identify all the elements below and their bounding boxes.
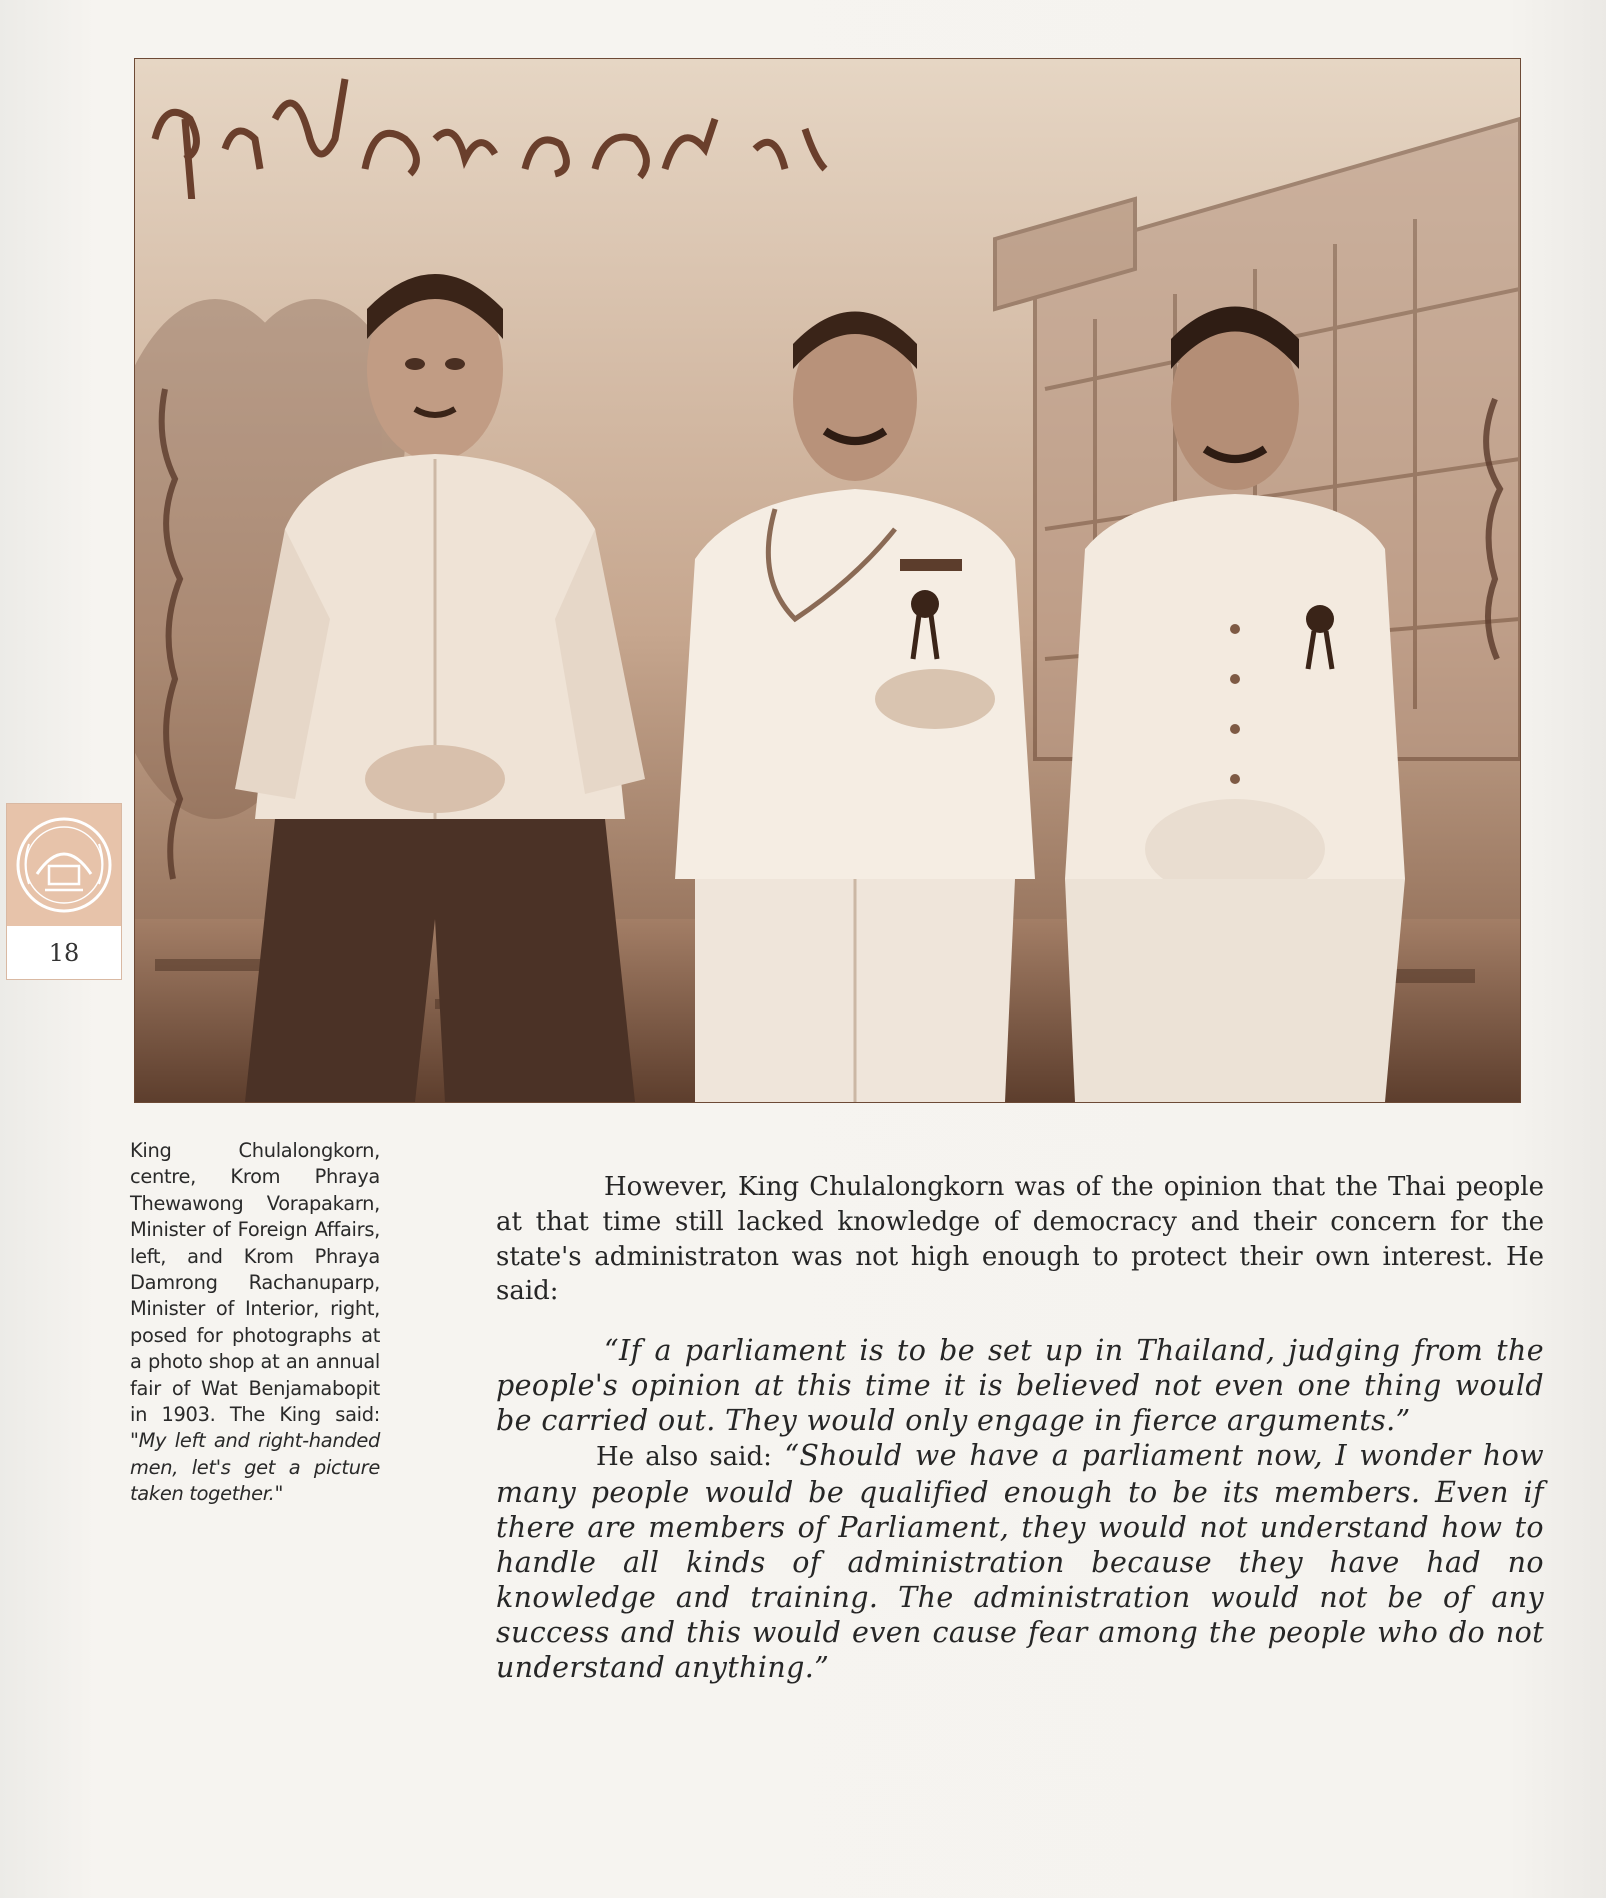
caption-text: King Chulalongkorn, centre, Krom Phraya Thewawong Vorapakarn, Minister of Foreign Affairs, left, and Krom Phraya Damrong Rachanuparp, Minister of Interior, right, posed for photographs at a photo shop at an annual fair of Wat Benjamabopit in 1903. The King said: [130,1139,380,1427]
historic-photograph [134,58,1521,1103]
quote-2: “Should we have a parliament now, I wonder how many people would be qualified enough to be its members. Even if there are members of Parliament, they would not understand how to handle all kinds of administration because they have had no knowledge and training. The administration would not be of any success and this would even cause fear among the people who do not understand anything.” [496,1439,1545,1685]
seal-box [7,804,121,926]
paragraph-2-lead: He also said: [596,1442,772,1473]
page-number: 18 [48,938,80,967]
caption-quote: "My left and right-handed men, let's get a picture taken together." [130,1429,380,1506]
paragraph-1: However, King Chulalongkorn was of the opinion that the Thai people at that time still lacked knowledge of democracy and their concern for the state's administraton was not high enough to protect their own interest. He said: [496,1172,1544,1307]
photo-caption [130,1138,380,1508]
paragraph-2 [496,1438,1544,1685]
page-tab [6,803,122,980]
thai-inscription [135,59,835,199]
royal-seal-icon [7,804,121,926]
quote-1: “If a parliament is to be set up in Thailand, judging from the people's opinion at this time it is believed not even one thing would be carried out. They would only engage in fierce arguments.” [496,1334,1544,1438]
body-text [496,1170,1544,1685]
photograph-illustration [135,59,1520,1102]
